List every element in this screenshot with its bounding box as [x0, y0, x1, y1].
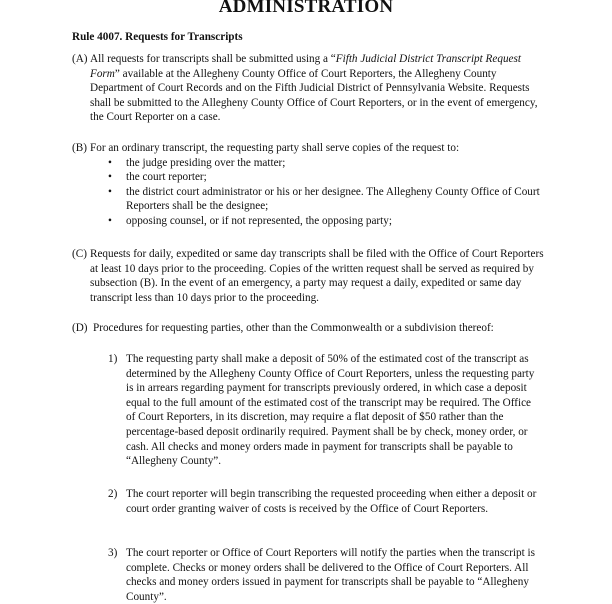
form-name: Fifth Judicial District Transcript Request Form	[90, 53, 521, 80]
item-text: The court reporter will begin transcribing the requested proceeding when either a deposit or court order granting waiver of costs is received by the Office of Court Reporters.	[126, 488, 537, 515]
list-item: • the judge presiding over the matter;	[108, 156, 286, 169]
section-a-text: All requests for transcripts shall be submitted using a “Fifth Judicial District Transcript Request Form” available at the Allegheny County Office of Court Reporters, the Allegheny County Department of Court Records and on the Fifth Judicial District of Pennsylvania Website. Requests shall be submitted to the Allegheny County Office of Court Reporters, or in the event of emergency, the Court Reporter on a case.	[90, 53, 538, 124]
item-text: The court reporter or Office of Court Reporters will notify the parties when the transcript is complete. Checks or money orders shall be delivered to the Office of Court Reporters. All checks and money orders issued in payment for transcripts shall be payable to “Allegheny County”.	[126, 547, 535, 603]
section-c-text: Requests for daily, expedited or same day transcripts shall be filed with the Office of Court Reporters at least 10 days prior to the proceeding. Copies of the written request shall be served as required by subsection (B). In the event of an emergency, a party may request a daily, expedited or same day transcript less than 10 days prior to the proceeding.	[90, 248, 544, 304]
section-d-intro: Procedures for requesting parties, other than the Commonwealth or a subdivision thereof:	[93, 322, 494, 334]
bullet-icon: •	[108, 214, 112, 227]
rule-heading: Rule 4007. Requests for Transcripts	[72, 31, 243, 43]
page-title: ADMINISTRATION	[218, 0, 394, 17]
section-b-bullet-list	[108, 156, 552, 229]
section-b-label: (B)	[72, 142, 87, 154]
section-b-intro: For an ordinary transcript, the requesting party shall serve copies of the request to:	[90, 142, 460, 154]
list-item	[108, 352, 540, 469]
section-c	[72, 247, 552, 305]
section-d	[72, 321, 552, 336]
bullet-icon: •	[108, 156, 112, 169]
bullet-icon: •	[108, 185, 112, 198]
section-c-label: (C)	[72, 248, 87, 260]
bullet-icon: •	[108, 171, 112, 184]
item-text: The requesting party shall make a deposit of 50% of the estimated cost of the transcript as determined by the Allegheny County Office of Court Reporters, unless the requesting party is in arrears regarding payment for transcripts previously ordered, in which case a deposit equal to the full amount of the estimated cost of the transcript may be required. The Office of Court Reporters, in its discretion, may require a flat deposit of $50 rather than the percentage-based deposit ordinarily required. Payment shall be by check, money order, or cash. All checks and money orders made in payment for transcripts shall be payable to “Allegheny County”.	[126, 353, 535, 468]
item-number: 3)	[108, 547, 118, 559]
section-a-label: (A)	[72, 53, 88, 65]
list-item: • the court reporter;	[108, 171, 207, 184]
item-number: 2)	[108, 488, 118, 500]
list-item	[108, 487, 540, 516]
item-number: 1)	[108, 353, 118, 365]
list-item: • opposing counsel, or if not represented, the opposing party;	[108, 214, 392, 227]
section-a	[72, 52, 552, 125]
list-item: • the district court administrator or his or her designee. The Allegheny County Office of Court Reporters shall be the designee;	[108, 185, 540, 213]
list-item	[108, 546, 540, 604]
section-d-label: (D)	[72, 322, 88, 334]
section-b	[72, 141, 552, 229]
